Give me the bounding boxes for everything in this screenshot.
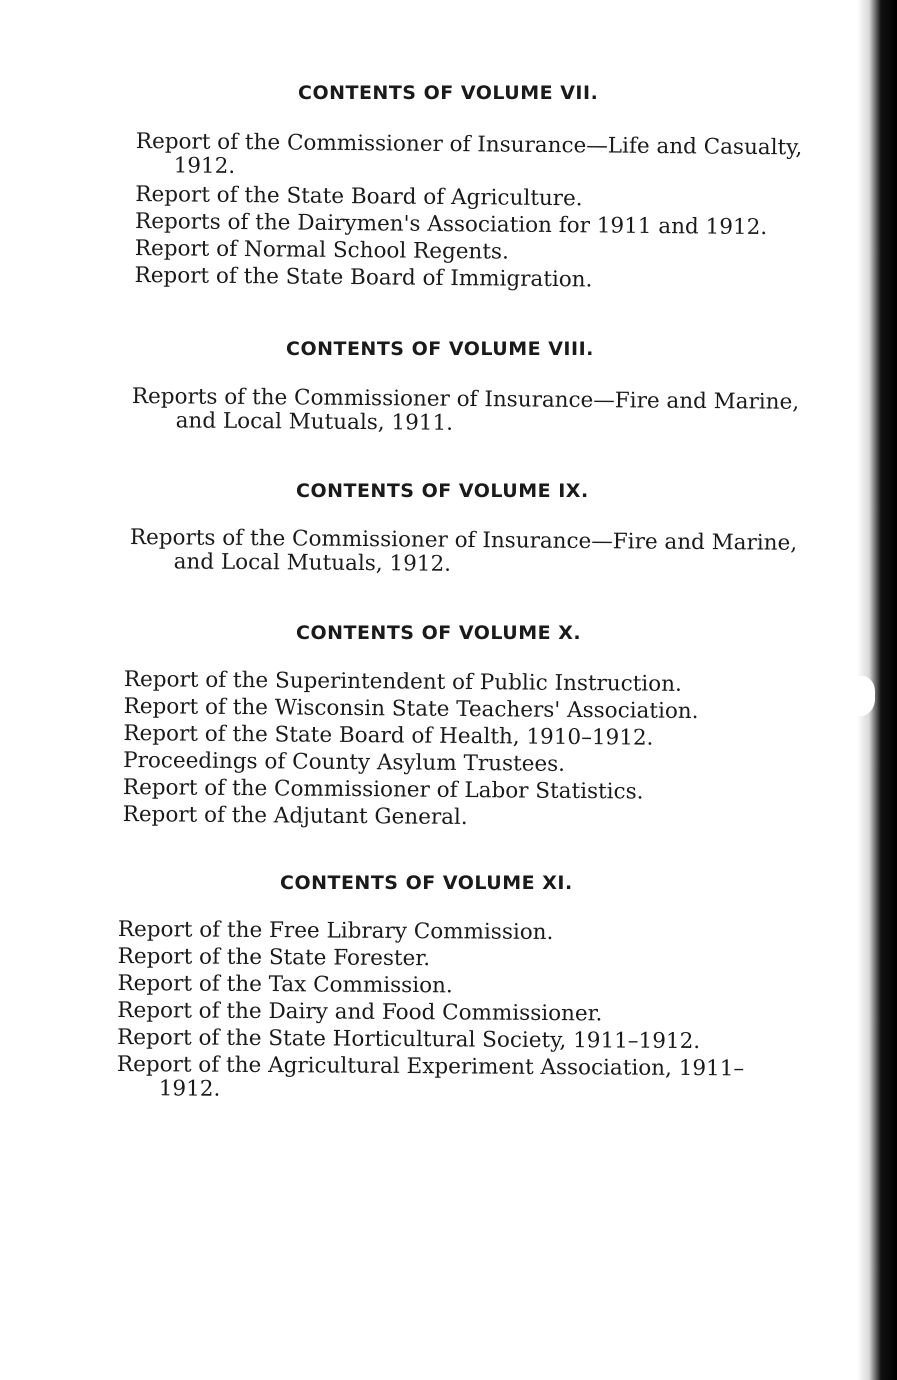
list-item: Report of the Tax Commission. <box>117 970 453 999</box>
list-item: Proceedings of County Asylum Trustees. <box>123 747 566 777</box>
list-item: Report of the Superintendent of Public Instruction. <box>123 666 682 697</box>
volume-xi-entries <box>117 916 746 1104</box>
list-item: Report of Normal School Regents. <box>134 235 509 265</box>
volume-x-entries <box>123 666 699 833</box>
volume-viii-heading: CONTENTS OF VOLUME VIII. <box>286 338 594 360</box>
volume-vii-entries <box>134 128 802 295</box>
list-item: Report of the State Board of Immigration. <box>134 262 593 293</box>
list-item: Report of the Free Library Commission. <box>117 917 554 946</box>
list-item: Reports of the Dairymen's Association for 1911 and 1912. <box>134 208 768 241</box>
list-item: Report of the State Board of Agriculture. <box>135 181 583 212</box>
list-item: Report of the State Forester. <box>117 943 431 972</box>
volume-xi-heading: CONTENTS OF VOLUME XI. <box>280 872 573 894</box>
list-item: Report of the Agricultural Experiment Association, 1911– 1912. <box>116 1051 745 1102</box>
list-item: Reports of the Commissioner of Insurance—Fire and Marine, and Local Mutuals, 1912. <box>129 524 798 577</box>
list-item: Report of the State Board of Health, 1910–1912. <box>123 720 654 751</box>
list-item: Report of the Dairy and Food Commissioner. <box>117 997 603 1027</box>
volume-vii-heading: CONTENTS OF VOLUME VII. <box>298 82 599 104</box>
volume-ix-entries <box>130 524 798 579</box>
list-item: Report of the Wisconsin State Teachers' Association. <box>123 693 699 725</box>
volume-x-heading: CONTENTS OF VOLUME X. <box>296 622 582 644</box>
volume-ix-heading: CONTENTS OF VOLUME IX. <box>296 480 589 502</box>
list-item: Report of the Adjutant General. <box>122 801 468 831</box>
list-item: Report of the Commissioner of Insurance—Life and Casualty, 1912. <box>135 128 803 179</box>
list-item: Report of the State Horticultural Society, 1911–1912. <box>117 1024 701 1055</box>
page-edge-tear <box>841 676 875 716</box>
list-item: Reports of the Commissioner of Insurance—Fire and Marine, and Local Mutuals, 1911. <box>131 383 800 436</box>
volume-viii-entries <box>132 383 800 438</box>
list-item: Report of the Commissioner of Labor Statistics. <box>122 774 644 805</box>
